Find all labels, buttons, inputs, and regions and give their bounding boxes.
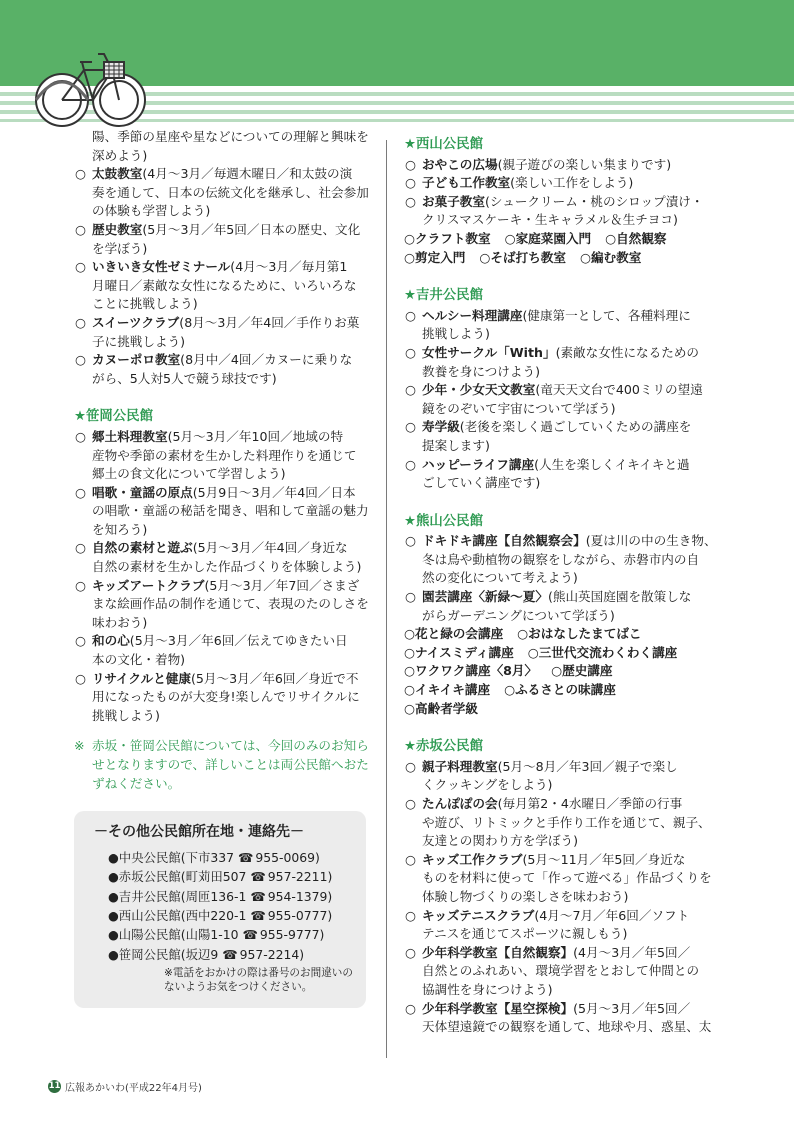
text-line	[92, 221, 404, 240]
course-row	[404, 662, 734, 681]
course-name: 和の心	[92, 633, 130, 649]
course-row	[404, 625, 734, 644]
contact-row	[88, 867, 356, 886]
course-name: キッズテニスクラブ	[422, 907, 535, 923]
course-item	[404, 907, 734, 944]
course-name: ナイスミディ講座	[415, 644, 514, 660]
circle-marker: ○	[517, 626, 529, 642]
text-line: 体験し物づくりの楽しさを味わおう)	[422, 888, 629, 904]
text-line	[422, 156, 734, 175]
contact-phone: ☎ 957-2214)	[222, 947, 304, 962]
course-detail: (人生を楽しくイキイキと過	[534, 456, 690, 472]
course-item	[74, 670, 404, 726]
course-row	[404, 681, 734, 700]
course-detail: (5月～3月／年4回／身近な	[192, 540, 348, 556]
course-name: 少年・少女天文教室	[422, 382, 536, 398]
circle-marker: ○	[75, 259, 86, 275]
text-line	[422, 944, 734, 963]
course-detail: (4月～3月／年5回／	[573, 944, 691, 960]
course-item	[74, 539, 404, 576]
text-line	[92, 314, 404, 333]
text-line: 然の変化について考えよう)	[422, 570, 578, 586]
course-detail: (親子遊びの楽しい集まりです)	[497, 156, 672, 172]
text-line	[92, 351, 404, 370]
circle-marker: ○	[75, 352, 86, 368]
course-detail: (5月～3月／年5回／	[573, 1000, 691, 1016]
circle-marker: ○	[405, 382, 416, 398]
text-line	[92, 428, 404, 447]
course-item	[74, 351, 404, 388]
circle-marker: ○	[405, 193, 416, 209]
course-list	[404, 625, 734, 718]
text-line	[92, 258, 404, 277]
course-name: 歴史講座	[562, 663, 613, 679]
contact-phone: ☎ 957-2211)	[250, 869, 332, 884]
course-name: 郷土料理教室	[92, 428, 168, 444]
course-detail: (5月～3月／年10回／地域の特	[167, 428, 344, 444]
course-entry	[404, 701, 478, 716]
contact-address: ●赤坂公民館(町苅田507	[108, 869, 251, 885]
course-name: 剪定入門	[415, 249, 466, 265]
course-detail: (熊山英国庭園を散策しな	[547, 589, 692, 605]
text-line: 産物や季節の素材を生かした料理作りを通じて	[92, 447, 357, 463]
course-name: 女性サークル「With」	[422, 344, 556, 360]
course-item	[404, 193, 734, 230]
course-row	[404, 644, 734, 663]
text-line: 冬は鳥や動植物の観察をしながら、赤磐市内の自	[422, 551, 700, 567]
course-entry	[504, 682, 616, 697]
contact-phone: ☎ 954-1379)	[250, 889, 332, 904]
course-detail: (8月～3月／年4回／手作りお菓	[179, 314, 360, 330]
course-entry	[505, 231, 592, 246]
circle-marker: ○	[404, 682, 415, 698]
course-name: イキイキ講座	[415, 682, 491, 698]
course-row	[404, 230, 734, 249]
contact-address: ●笹岡公民館(坂辺9	[108, 946, 223, 962]
course-detail: (夏は川の中の生き物、	[585, 533, 717, 549]
course-detail: (シュークリーム・桃のシロップ漬け・	[484, 193, 704, 209]
course-entry	[528, 645, 678, 660]
course-list	[74, 428, 404, 726]
circle-marker: ○	[75, 670, 86, 686]
contact-address: ●山陽公民館(山陽1-10	[108, 927, 243, 943]
text-line: 味わおう)	[92, 614, 148, 630]
contact-row	[88, 848, 356, 867]
course-name: ヘルシー料理講座	[422, 307, 523, 323]
course-name: おやこの広場	[422, 156, 498, 172]
text-line: 奏を通して、日本の伝統文化を継承し、社会参加	[92, 184, 369, 200]
notice	[74, 737, 404, 793]
text-line: がら、5人対5人で競う球技です)	[92, 370, 277, 386]
course-detail: (5月～3月／年5回／日本の歴史、文化	[142, 221, 361, 237]
text-line: 挑戦しよう)	[422, 326, 490, 342]
course-name: 少年科学教室【星空探検】	[422, 1000, 574, 1016]
course-item	[404, 307, 734, 344]
page-header	[0, 0, 794, 128]
course-item	[404, 456, 734, 493]
course-name: そば打ち教室	[490, 249, 566, 265]
course-name: リサイクルと健康	[92, 670, 191, 686]
section-title-kumayama: ★熊山公民館	[404, 513, 483, 529]
course-name: 寿学級	[422, 419, 460, 435]
course-list	[404, 532, 734, 625]
text-line: 月曜日／素敵な女性になるために、いろいろな	[92, 277, 357, 293]
course-item	[404, 795, 734, 851]
right-column	[404, 128, 734, 1037]
text-line	[422, 193, 734, 212]
circle-marker: ○	[405, 419, 416, 435]
text-line	[422, 758, 734, 777]
text-line	[92, 539, 404, 558]
text-line	[422, 588, 734, 607]
contact-address: ●中央公民館(下市337	[108, 849, 238, 865]
circle-marker: ○	[75, 540, 86, 556]
course-item	[404, 344, 734, 381]
text-line	[92, 165, 404, 184]
circle-marker: ○	[405, 758, 416, 774]
circle-marker: ○	[579, 249, 591, 265]
course-name: 太鼓教室	[92, 166, 143, 182]
course-name: ドキドキ講座【自然観察会】	[422, 533, 586, 549]
course-entry	[517, 626, 641, 641]
course-item	[404, 851, 734, 907]
text-line	[92, 670, 404, 689]
text-line: せとなりますので、詳しいことは両公民館へおた	[92, 757, 369, 772]
circle-marker: ○	[404, 700, 415, 716]
course-item	[404, 418, 734, 455]
course-detail: (楽しい工作をしよう)	[510, 175, 634, 191]
text-line: 郷土の食文化について学習しよう)	[92, 466, 286, 482]
text-line	[422, 795, 734, 814]
course-item	[74, 428, 404, 484]
text-line: ごしていく講座です)	[422, 475, 541, 491]
course-name: 自然観察	[616, 230, 667, 246]
course-name: ふるさとの味講座	[515, 682, 616, 698]
text-line	[92, 484, 404, 503]
course-row	[404, 700, 734, 719]
course-name: たんぽぽの会	[422, 796, 498, 811]
course-name: キッズ工作クラブ	[422, 851, 523, 867]
course-detail: (健康第一として、各種料理に	[522, 307, 691, 323]
circle-marker: ○	[404, 249, 415, 265]
course-detail: (5月9日～3月／年4回／日本	[192, 484, 356, 500]
contact-phone: ☎ 955-0777)	[250, 908, 332, 923]
course-entry	[404, 250, 465, 265]
circle-marker: ○	[504, 682, 516, 698]
circle-marker: ○	[551, 663, 563, 679]
page-number: 11	[48, 1081, 61, 1091]
contact-address: ●西山公民館(西中220-1	[108, 908, 251, 923]
course-list	[404, 758, 734, 1037]
course-list	[404, 156, 734, 230]
course-entry	[551, 663, 612, 678]
circle-marker: ○	[404, 230, 415, 246]
circle-marker: ○	[75, 166, 86, 182]
course-detail: (4月～3月／毎月第1	[230, 259, 348, 275]
course-item	[404, 1000, 734, 1037]
circle-marker: ○	[405, 1000, 416, 1016]
circle-marker: ○	[404, 626, 415, 642]
course-item	[74, 165, 404, 221]
text-line: 鏡をのぞいて宇宙について学ぼう)	[422, 400, 616, 416]
course-item	[404, 156, 734, 175]
circle-marker: ○	[527, 644, 539, 660]
text-line: クリスマスケーキ・生キャラメル＆生チヨコ)	[422, 212, 678, 228]
course-name: 唱歌・童謡の原点	[92, 484, 193, 500]
course-detail: (5月～3月／年6回／伝えてゆきたい日	[129, 633, 348, 649]
contact-row	[88, 925, 356, 944]
text-line: 本の文化・着物)	[92, 652, 186, 668]
course-name: 高齢者学級	[415, 700, 478, 716]
text-line: がらガーデニングについて学ぼう)	[422, 607, 615, 623]
text-line	[92, 577, 404, 596]
text-line: 子に挑戦しよう)	[92, 333, 186, 349]
course-detail: (毎月第2・4水曜日／季節の行事	[497, 796, 683, 811]
course-name: 花と緑の会講座	[415, 626, 504, 642]
course-name: 三世代交流わくわく講座	[538, 644, 678, 660]
course-detail: (5月～11月／年5回／身近な	[522, 851, 686, 867]
contact-address: ●吉井公民館(周匝136-1	[108, 888, 251, 904]
text-line: や遊び、リトミックと手作り工作を通じて、親子、	[422, 814, 711, 830]
circle-marker: ○	[75, 221, 86, 237]
course-detail: (5月～3月／年6回／身近で不	[191, 670, 359, 686]
text-line: くクッキングをしよう)	[422, 777, 553, 793]
text-line	[422, 851, 734, 870]
course-detail: (竜天天文台で400ミリの望遠	[535, 382, 703, 398]
circle-marker: ○	[405, 344, 416, 360]
text-line	[422, 532, 734, 551]
contact-box	[74, 811, 366, 1008]
course-name: 家庭菜園入門	[515, 230, 592, 246]
course-list	[404, 230, 734, 267]
text-line	[422, 307, 734, 326]
text-line: 赤坂・笹岡公民館については、今回のみのお知ら	[92, 738, 369, 754]
circle-marker: ○	[404, 663, 415, 679]
course-item	[404, 381, 734, 418]
course-item	[74, 577, 404, 633]
course-item	[404, 588, 734, 625]
text-line: 深めよう)	[92, 147, 148, 163]
text-line: 自然の素材を生かした作品づくりを体験しよう)	[92, 559, 362, 575]
continued-text	[74, 128, 404, 165]
circle-marker: ○	[75, 484, 86, 500]
left-column	[74, 128, 404, 1008]
course-detail: (素敵な女性になるための	[555, 344, 700, 360]
course-name: 子ども工作教室	[422, 175, 511, 191]
course-entry	[479, 250, 566, 265]
course-name: ハッピーライフ講座	[422, 456, 535, 472]
text-line: 挑戦しよう)	[92, 707, 160, 723]
course-item	[404, 174, 734, 193]
text-line: 陽、季節の星座や星などについての理解と興味を	[92, 129, 369, 144]
course-detail: (5月～3月／年7回／さまざ	[204, 577, 360, 593]
text-line: まな絵画作品の制作を通じて、表現のたのしさを	[92, 596, 369, 612]
text-line: 提案します)	[422, 437, 490, 453]
course-list	[404, 307, 734, 493]
contact-phone: ☎ 955-0069)	[238, 850, 320, 865]
contact-row	[88, 887, 356, 906]
section-title-sasaoka: ★笹岡公民館	[74, 409, 153, 425]
text-line: ものを材料に使って「作って遊べる」作品づくりを	[422, 870, 712, 886]
circle-marker: ○	[75, 314, 86, 330]
text-line: ※電話をおかけの際は番号のお間違いの	[164, 967, 353, 980]
text-line	[422, 418, 734, 437]
text-line: 友達との関わり方を学ぼう)	[422, 833, 579, 849]
text-line: 自然とのふれあい、環境学習をとおして仲間との	[422, 963, 700, 979]
text-line: の唱歌・童謡の秘話を聞き、唱和して童謡の魅力	[92, 503, 369, 519]
text-line	[422, 1000, 734, 1019]
contact-phone: ☎ 955-9777)	[242, 927, 324, 942]
course-name: いきいき女性ゼミナール	[92, 259, 231, 275]
publication-name: 広報あかいわ(平成22年4月号)	[65, 1083, 202, 1094]
course-name: カヌーポロ教室	[92, 352, 181, 368]
course-item	[74, 484, 404, 540]
course-entry	[404, 231, 491, 246]
page-footer	[48, 1079, 202, 1094]
text-line: 協調性を身につけよう)	[422, 981, 553, 997]
note-mark: ※	[74, 738, 85, 754]
text-line: ずねください。	[92, 775, 181, 791]
course-entry	[580, 250, 641, 265]
circle-marker: ○	[504, 230, 516, 246]
circle-marker: ○	[75, 577, 86, 593]
course-name: スイーツクラブ	[92, 314, 180, 330]
circle-marker: ○	[405, 533, 416, 549]
course-entry	[404, 682, 490, 697]
text-line: を学ぼう)	[92, 240, 148, 256]
course-detail: (5月～8月／年3回／親子で楽し	[497, 758, 678, 774]
circle-marker: ○	[479, 249, 491, 265]
contact-row	[88, 906, 356, 925]
course-name: 自然の素材と遊ぶ	[92, 540, 193, 556]
text-line: 用になったものが大変身!楽しんでリサイクルに	[92, 689, 360, 705]
text-line	[422, 381, 734, 400]
course-name: 少年科学教室【自然観察】	[422, 944, 574, 960]
circle-marker: ○	[75, 428, 86, 444]
course-entry	[404, 645, 514, 660]
text-line: の体験も学習しよう)	[92, 203, 211, 219]
circle-marker: ○	[405, 456, 416, 472]
course-entry	[605, 231, 666, 246]
text-line: ないようお気をつけください。	[164, 981, 313, 994]
course-name: 歴史教室	[92, 221, 143, 237]
circle-marker: ○	[405, 175, 416, 191]
course-list	[74, 165, 404, 388]
text-line	[422, 456, 734, 475]
course-entry	[404, 663, 537, 678]
course-item	[74, 258, 404, 314]
section-title-yoshii: ★吉井公民館	[404, 288, 483, 304]
course-detail: (4月～3月／毎週木曜日／和太鼓の演	[142, 166, 353, 182]
course-name: ワクワク講座〈8月〉	[415, 663, 538, 679]
course-name: 親子料理教室	[422, 758, 498, 774]
course-item	[404, 758, 734, 795]
course-row	[404, 249, 734, 268]
course-name: クラフト教室	[415, 230, 491, 246]
course-name: キッズアートクラブ	[92, 577, 205, 593]
contact-title: －その他公民館所在地・連絡先－	[94, 824, 304, 841]
circle-marker: ○	[405, 907, 416, 923]
course-name: おはなしたまてばこ	[528, 626, 642, 642]
course-name: 園芸講座〈新緑～夏〉	[422, 589, 548, 605]
section-title-akasaka: ★赤坂公民館	[404, 739, 483, 755]
course-detail: (老後を楽しく過ごしていくための講座を	[459, 419, 692, 435]
text-line	[422, 174, 734, 193]
course-name: お菓子教室	[422, 193, 485, 209]
circle-marker: ○	[405, 156, 416, 172]
course-name: 編む教室	[590, 249, 642, 265]
course-entry	[404, 626, 503, 641]
course-item	[74, 314, 404, 351]
text-line: を知ろう)	[92, 521, 148, 537]
text-line	[422, 344, 734, 363]
circle-marker: ○	[405, 851, 416, 867]
text-line: テニスを通じてスポーツに親しもう)	[422, 926, 628, 942]
text-line: ことに挑戦しよう)	[92, 296, 198, 312]
text-line	[92, 632, 404, 651]
course-item	[404, 944, 734, 1000]
circle-marker: ○	[605, 230, 617, 246]
circle-marker: ○	[75, 633, 86, 649]
circle-marker: ○	[405, 589, 416, 605]
text-line: 教養を身につけよう)	[422, 363, 541, 379]
text-line: 天体望遠鏡での観察を通して、地球や月、惑星、太	[422, 1019, 712, 1035]
course-item	[74, 632, 404, 669]
circle-marker: ○	[405, 944, 416, 960]
course-item	[74, 221, 404, 258]
course-detail: (8月中／4回／カヌーに乗りな	[180, 352, 353, 368]
course-item	[404, 532, 734, 588]
circle-marker: ○	[405, 307, 416, 323]
contact-row	[88, 945, 356, 964]
text-line	[422, 907, 734, 926]
circle-marker: ○	[404, 644, 415, 660]
section-title-nishiyama: ★西山公民館	[404, 137, 483, 152]
course-detail: (4月～7月／年6回／ソフト	[534, 907, 690, 923]
circle-marker: ○	[405, 796, 416, 811]
contact-remark	[88, 966, 356, 994]
